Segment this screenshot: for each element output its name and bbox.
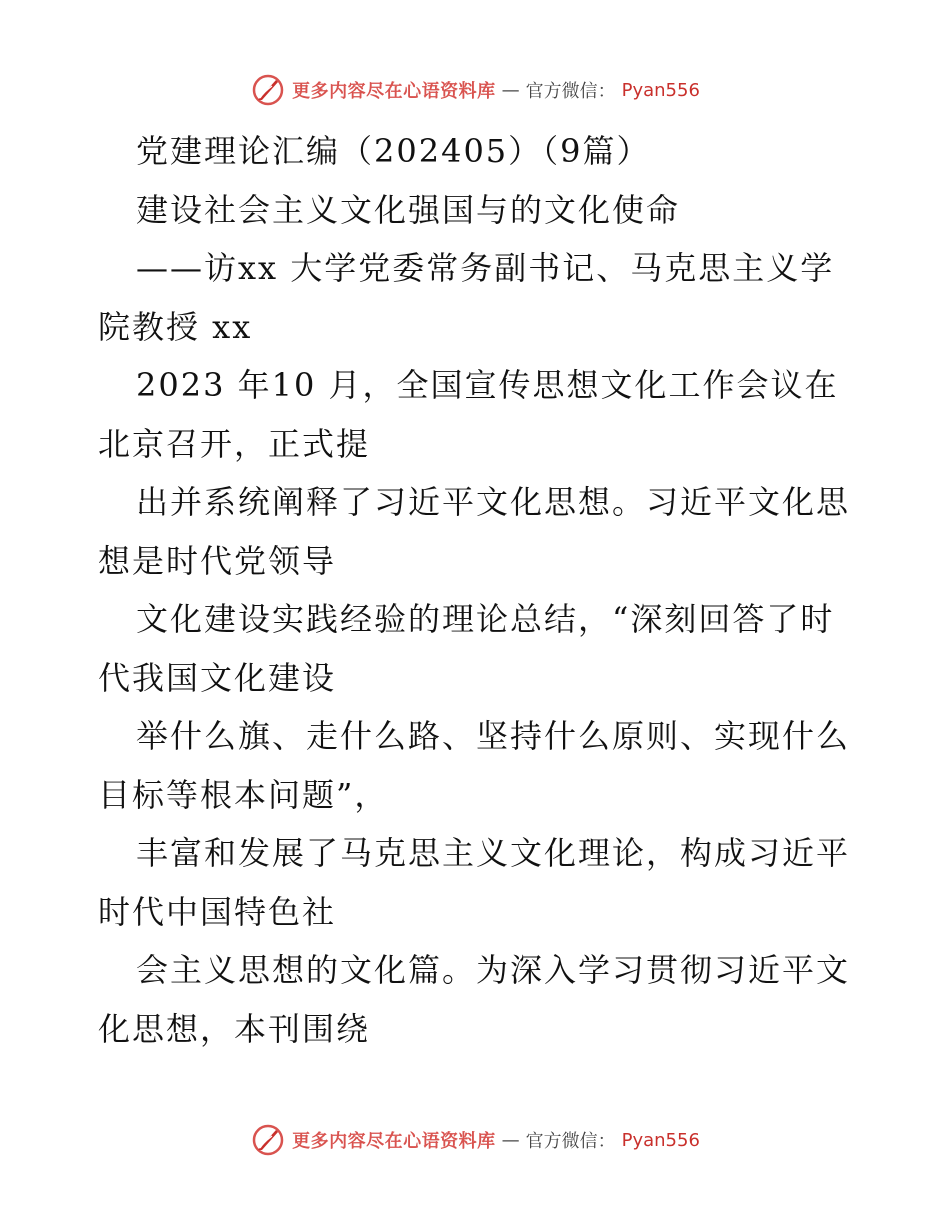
banner-wechat-id: Pyan556 bbox=[621, 1129, 700, 1151]
banner-title: 更多内容尽在心语资料库 bbox=[292, 1131, 496, 1152]
doc-line: 丰富和发展了马克思主义文化理论，构成习近平 bbox=[136, 834, 851, 872]
header-watermark bbox=[0, 70, 950, 110]
banner-dash: — bbox=[501, 79, 520, 101]
doc-line: 院教授 xx bbox=[98, 307, 253, 346]
banner-wechat-label: 官方微信： bbox=[525, 81, 616, 102]
banner-wechat-id: Pyan556 bbox=[621, 79, 700, 101]
doc-line: 化思想，本刊围绕 bbox=[98, 1009, 371, 1048]
banner-title: 更多内容尽在心语资料库 bbox=[292, 81, 496, 102]
doc-line: 北京召开，正式提 bbox=[98, 424, 371, 463]
banner-wechat-label: 官方微信： bbox=[525, 1131, 616, 1152]
doc-line: 代我国文化建设 bbox=[98, 658, 337, 697]
doc-line: 2023 年10 月，全国宣传思想文化工作会议在 bbox=[136, 366, 839, 404]
document-body bbox=[98, 122, 858, 1058]
doc-line: 时代中国特色社 bbox=[98, 892, 337, 931]
footer-watermark bbox=[0, 1120, 950, 1160]
doc-line: ——访xx 大学党委常务副书记、马克思主义学 bbox=[136, 249, 835, 287]
doc-line: 想是时代党领导 bbox=[98, 541, 337, 580]
doc-line: 党建理论汇编（202405）（9篇） bbox=[136, 132, 651, 170]
doc-line: 目标等根本问题”， bbox=[98, 775, 389, 814]
doc-line: 建设社会主义文化强国与的文化使命 bbox=[136, 190, 681, 229]
doc-line: 举什么旗、走什么路、坚持什么原则、实现什么 bbox=[136, 717, 851, 755]
doc-line: 出并系统阐释了习近平文化思想。习近平文化思 bbox=[136, 483, 851, 521]
doc-line: 会主义思想的文化篇。为深入学习贯彻习近平文 bbox=[136, 951, 851, 989]
quill-pen-logo-icon bbox=[250, 72, 286, 108]
banner-dash: — bbox=[501, 1129, 520, 1151]
doc-line: 文化建设实践经验的理论总结，“深刻回答了时 bbox=[136, 600, 835, 638]
quill-pen-logo-icon bbox=[250, 1122, 286, 1158]
